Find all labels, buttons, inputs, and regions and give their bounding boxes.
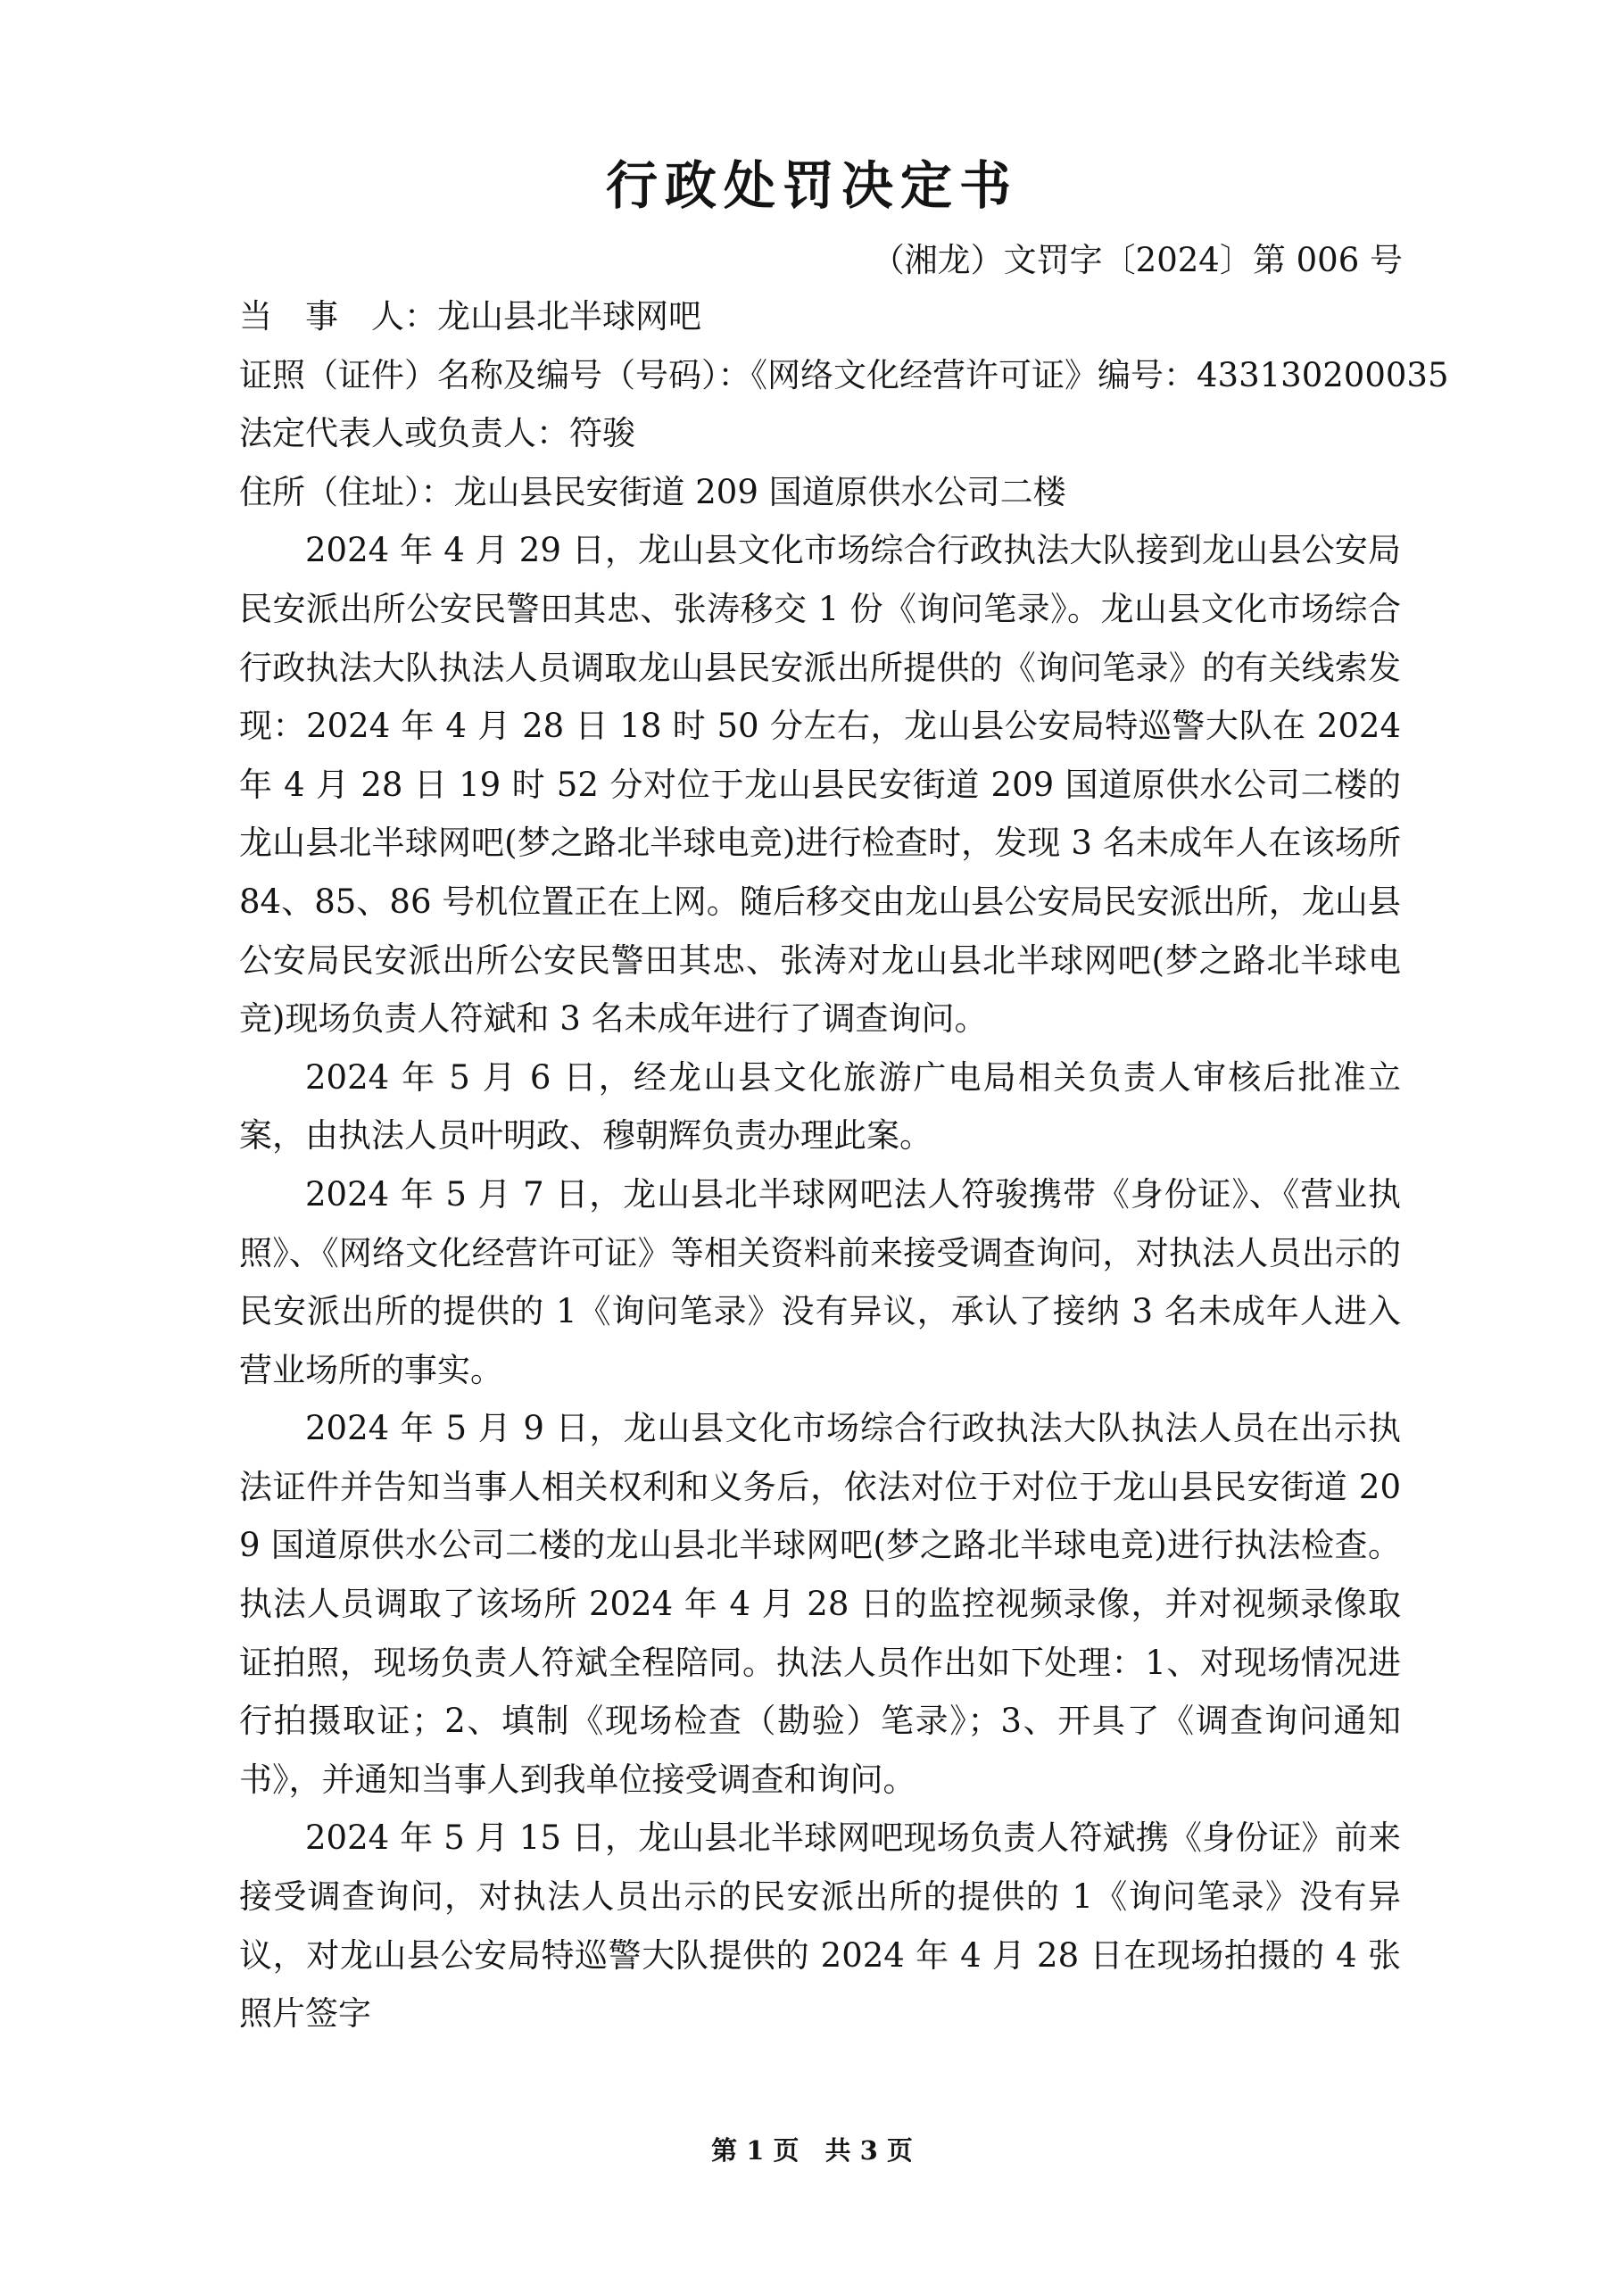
legal-rep-field xyxy=(239,404,1401,463)
party-field xyxy=(239,287,1401,346)
paragraph-legal-rep-inquiry: 2024 年 5 月 7 日，龙山县北半球网吧法人符骏携带《身份证》、《营业执照》、《网络文化经营许可证》等相关资料前来接受调查询问，对执法人员出示的民安派出所的提供的 1《询问笔录》没有异议，承认了接纳 3 名未成年人进入营业场所的事实。 xyxy=(239,1174,1401,1389)
document-body xyxy=(239,287,1449,2043)
address-label: 住所（住址）： xyxy=(239,472,454,511)
document-title: 行政处罚决定书 xyxy=(605,155,1018,216)
license-field xyxy=(239,346,1449,405)
address-value: 龙山县民安街道 209 国道原供水公司二楼 xyxy=(453,472,1066,511)
paragraph-manager-inquiry: 2024 年 5 月 15 日，龙山县北半球网吧现场负责人符斌携《身份证》前来接受调查询问，对执法人员出示的民安派出所的提供的 1《询问笔录》没有异议，对龙山县公安局特巡警大队提供的 2024 年 4 月 28 日在现场拍摄的 4 张照片签字 xyxy=(239,1818,1401,2034)
paragraph-case-transfer: 2024 年 4 月 29 日，龙山县文化市场综合行政执法大队接到龙山县公安局民安派出所公安民警田其忠、张涛移交 1 份《询问笔录》。龙山县文化市场综合行政执法大队执法人员调取龙山县民安派出所提供的《询问笔录》的有关线索发现：2024 年 4 月 28 日 18 时 50 分左右，龙山县公安局特巡警大队在 2024 年 4 月 28 日 19 时 52 分对位于龙山县民安街道 209 国道原供水公司二楼的龙山县北半球网吧(梦之路北半球电竞)进行检查时，发现 3 名未成年人在该场所 84、85、86 号机位置正在上网。随后移交由龙山县公安局民安派出所，龙山县公安局民安派出所公安民警田其忠、张涛对龙山县北半球网吧(梦之路北半球电竞)现场负责人符斌和 3 名未成年进行了调查询问。 xyxy=(239,531,1401,1039)
document-number: （湘龙）文罚字〔2024〕第 006 号 xyxy=(871,241,1403,279)
license-label: 证照（证件）名称及编号（号码）： xyxy=(239,355,751,394)
party-value: 龙山县北半球网吧 xyxy=(437,297,701,336)
page-footer: 第 1 页 共 3 页 xyxy=(711,2135,913,2166)
party-label: 当 事 人： xyxy=(239,297,437,336)
address-field xyxy=(239,463,1401,522)
legal-rep-label: 法定代表人或负责人： xyxy=(239,414,569,453)
license-value: 《网络文化经营许可证》编号：433130200035 xyxy=(750,355,1449,394)
paragraph-case-filing: 2024 年 5 月 6 日，经龙山县文化旅游广电局相关负责人审核后批准立案，由执法人员叶明政、穆朝辉负责办理此案。 xyxy=(239,1057,1401,1156)
paragraph-site-inspection: 2024 年 5 月 9 日，龙山县文化市场综合行政执法大队执法人员在出示执法证件并告知当事人相关权利和义务后，依法对位于对位于龙山县民安街道 209 国道原供水公司二楼的龙山县北半球网吧(梦之路北半球电竞)进行执法检查。执法人员调取了该场所 2024 年 4 月 28 日的监控视频录像，并对视频录像取证拍照，现场负责人符斌全程陪同。执法人员作出如下处理：1、对现场情况进行拍摄取证；2、填制《现场检查（勘验）笔录》；3、开具了《调查询问通知书》，并通知当事人到我单位接受调查和询问。 xyxy=(239,1409,1401,1799)
legal-rep-value: 符骏 xyxy=(569,414,635,453)
